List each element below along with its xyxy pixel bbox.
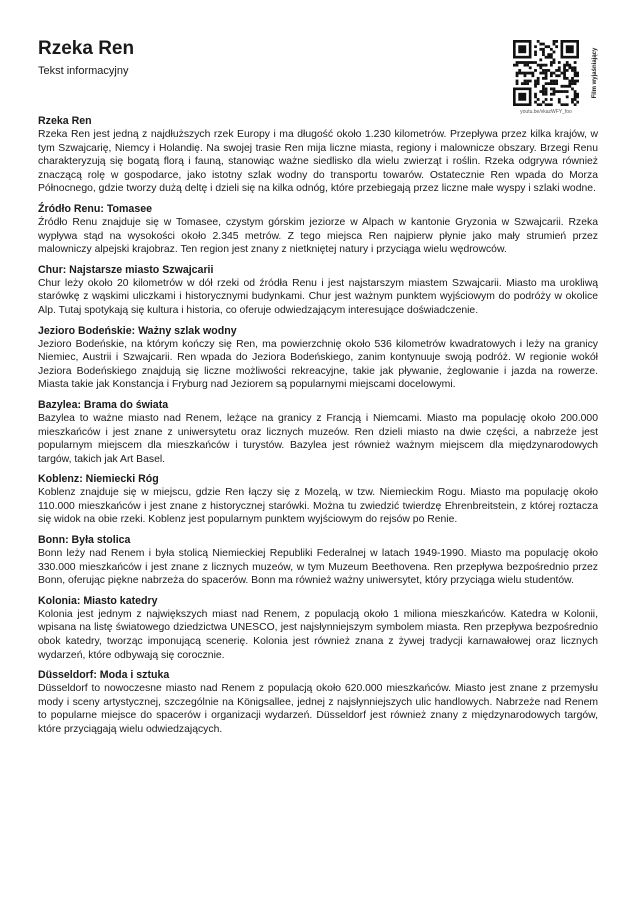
section-text: Kolonia jest jednym z największych miast nad Renem, z populacją około 1 miliona mieszkańców. Katedra w Kolonii, wpisana na listę światowego dziedzictwa UNESCO, jest najsłynniejszym symbolem miasta. Ren przepływa bezpośrednio obok katedry, tworząc imponującą scenerię. Kolonia jest również znana z żywej tradycji karnawałowej oraz licznych wydarzeń, które odbywają się corocznie. xyxy=(38,608,598,661)
article-body xyxy=(38,114,598,743)
section-heading: Bonn: Była stolica xyxy=(38,534,131,547)
section-bazylea xyxy=(38,398,598,466)
qr-url-text[interactable]: youtu.be/vkazWFY_foo xyxy=(520,109,572,115)
section-heading: Bazylea: Brama do świata xyxy=(38,398,169,411)
section-text: Chur leży około 20 kilometrów w dół rzeki od źródła Renu i jest najstarszym miastem Szwajcarii. Miasto ma urokliwą starówkę z wąskimi uliczkami i historycznymi budynkami. Chur jest ważnym punktem wyjściowym do podróży w okolice Alp. Tutaj spotykają się kultura i historia, co oferuje odwiedzającym interesujące doświadczenie. xyxy=(38,277,598,316)
section-text: Bazylea to ważne miasto nad Renem, leżące na granicy z Francją i Niemcami. Miasto ma populację około 200.000 mieszkańców i jest znane z uniwersytetu oraz licznych muzeów. Ren dzieli miasto na dwie części, a nabrzeże jest popularnym miejscem dla mieszkańców i turystów. Bazylea jest również ważnym miejscem dla międzynarodowych targów, takich jak Art Basel. xyxy=(38,412,598,465)
section-heading: Jezioro Bodeńskie: Ważny szlak wodny xyxy=(38,324,237,337)
section-bonn xyxy=(38,533,598,588)
section-text: Źródło Renu znajduje się w Tomasee, czystym górskim jeziorze w Alpach w kantonie Gryzonia w Szwajcarii. Rzeka wypływa stąd na wysokości około 2.345 metrów. Z tego miejsca Ren najpierw płynie jako mały strumień przez malowniczy alpejski krajobraz. Ten region jest znany z nietkniętej natury i przyciąga wielu wędrowców. xyxy=(38,216,598,256)
section-dusseldorf xyxy=(38,668,598,736)
section-text: Bonn leży nad Renem i była stolicą Niemieckiej Republiki Federalnej w latach 1949-1990. Miasto ma populację około 330.000 mieszkańców i jest znane z licznych muzeów, w tym Muzeum Beethovena. Ren przepływa bezpośrednio przez Bonn, oferując piękne nabrzeża do spacerów. Bonn ma również ważny uniwersytet, który przyciąga wielu studentów. xyxy=(38,548,598,587)
section-heading: Kolonia: Miasto katedry xyxy=(38,594,158,607)
section-heading: Rzeka Ren xyxy=(38,115,92,127)
section-jezioro-bodenskie xyxy=(38,324,598,392)
section-kolonia xyxy=(38,594,598,662)
section-heading: Chur: Najstarsze miasto Szwajcarii xyxy=(38,263,214,276)
section-rzeka-ren xyxy=(38,114,598,196)
page-subtitle: Tekst informacyjny xyxy=(38,65,129,77)
qr-code-icon xyxy=(513,40,579,106)
section-text: Düsseldorf to nowoczesne miasto nad Renem z populacją około 620.000 mieszkańców. Miasto jest znane z przemysłu mody i sceny artystycznej, szczególnie na Königsallee, jednej z najsłynniejszych ulic handlowych. Nabrzeże nad Renem to popularne miejsce do spacerów i organizacji wydarzeń. Düsseldorf jest również znany z międzynarodowych targów, które przyciągają wielu odwiedzających. xyxy=(38,683,598,735)
section-heading: Koblenz: Niemiecki Róg xyxy=(38,473,159,486)
section-koblenz xyxy=(38,472,598,527)
section-heading: Źródło Renu: Tomasee xyxy=(38,202,152,215)
section-heading: Düsseldorf: Moda i sztuka xyxy=(38,669,170,682)
page-title: Rzeka Ren xyxy=(38,38,135,59)
qr-code[interactable] xyxy=(513,40,579,106)
section-text: Rzeka Ren jest jedną z najdłuższych rzek Europy i ma długość około 1.230 kilometrów. Przepływa przez kilka krajów, w tym Szwajcarię, Niemcy i Holandię. Na swojej trasie Ren mija liczne miasta, regiony i malownicze obszary. Brzegi Renu charakteryzują się bogatą florą i fauną, stanowiąc ważne siedlisko dla wielu zwierząt i roślin. Rzeka odgrywa również znaczącą rolę w gospodarce, jako istotny szlak wodny do transportu towarów. Ostatecznie Ren wpada do Morza Północnego, gdzie tworzy dużą deltę i dzieli się na kilka odnóg, które przebiegają przez liczne małe wyspy i szlaki wodne. xyxy=(38,129,598,195)
section-text: Jezioro Bodeńskie, na którym kończy się Ren, ma powierzchnię około 536 kilometrów kwadratowych i leży na granicy Niemiec, Austrii i Szwajcarii. Ren wpada do Jeziora Bodeńskiego, zanim kontynuuje swoją podróż. W regionie wokół Jeziora Bodeńskiego znajdują się liczne możliwości rekreacyjne, takie jak pływanie, żeglowanie i jazda na rowerze. Miasta takie jak Konstancja i Fryburg nad Jeziorem są popularnymi miejscami docelowymi. xyxy=(38,338,598,391)
section-zrodlo-renu xyxy=(38,202,598,257)
section-text: Koblenz znajduje się w miejscu, gdzie Ren łączy się z Mozelą, w tzw. Niemieckim Rogu. Miasto ma populację około 110.000 mieszkańców i jest znane z historycznej starówki. Można tu zwiedzić twierdzę Ehrenbreitstein, z której roztacza się widok na obie rzeki. Koblenz jest popularnym punktem wyjściowym do rejsów po Renie. xyxy=(38,487,598,526)
qr-caption-vertical: Film wyjaśniający xyxy=(592,47,598,99)
section-chur xyxy=(38,263,598,318)
